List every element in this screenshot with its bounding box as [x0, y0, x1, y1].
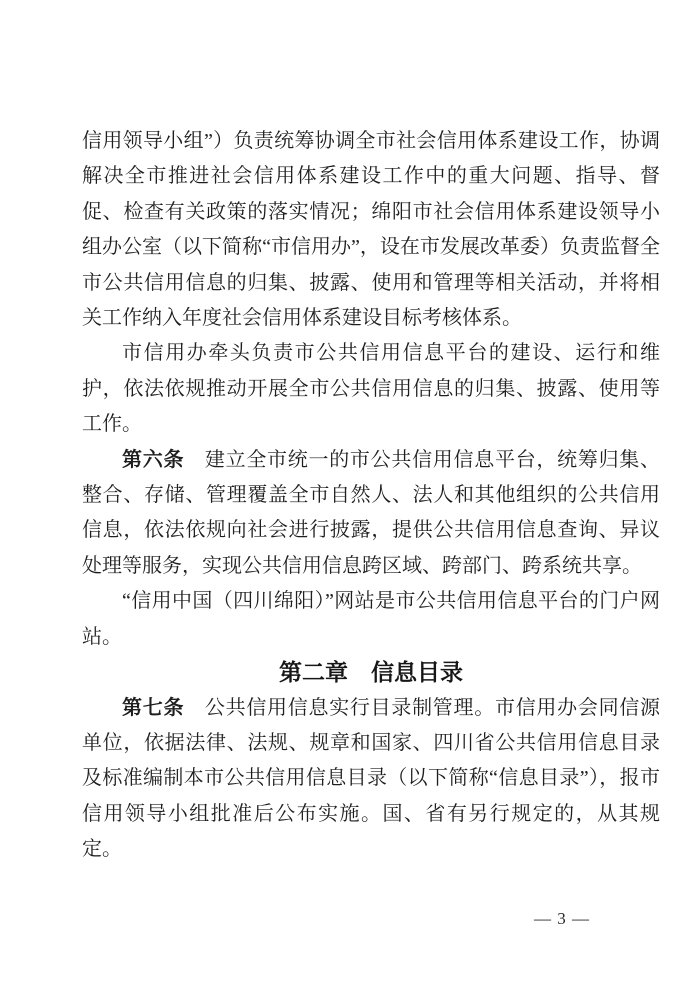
article-6-text: 建立全市统一的市公共信用信息平台，统筹归集、整合、存储、管理覆盖全市自然人、法人和其他组织的公共信用信息，依法依规向社会进行披露，提供公共信用信息查询、异议处理等服务，实现公共信用信息跨区域、跨部门、跨系统共享。 — [82, 448, 661, 577]
paragraph-leading-group-continuation: 信用领导小组”）负责统筹协调全市社会信用体系建设工作，协调解决全市推进社会信用体系建设工作中的重大问题、指导、督促、检查有关政策的落实情况；绵阳市社会信用体系建设领导小组办公室（以下简称“市信用办”，设在市发展改革委）负责监督全市公共信用信息的归集、披露、使用和管理等相关活动，并将相关工作纳入年度社会信用体系建设目标考核体系。 — [82, 130, 660, 330]
document-body — [82, 124, 660, 868]
paragraph-portal-website: “信用中国（四川绵阳）”网站是市公共信用信息平台的门户网站。 — [82, 590, 660, 648]
chapter-heading: 第二章 信息目录 — [279, 659, 463, 686]
paragraph-article-6 — [82, 443, 660, 585]
article-7-label: 第七条 — [122, 696, 185, 719]
page-number: — 3 — — [534, 909, 590, 928]
paragraph-article-7 — [82, 691, 660, 868]
article-6-label: 第六条 — [122, 448, 185, 471]
paragraph-credit-office-duty: 市信用办牵头负责市公共信用信息平台的建设、运行和维护，依法依规推动开展全市公共信用信息的归集、披露、使用等工作。 — [82, 342, 660, 436]
article-7-text: 公共信用信息实行目录制管理。市信用办会同信源单位，依据法律、法规、规章和国家、四川省公共信用信息目录及标准编制本市公共信用信息目录（以下简称“信息目录”），报市信用领导小组批准后公布实施。国、省有另行规定的，从其规定。 — [82, 696, 661, 861]
